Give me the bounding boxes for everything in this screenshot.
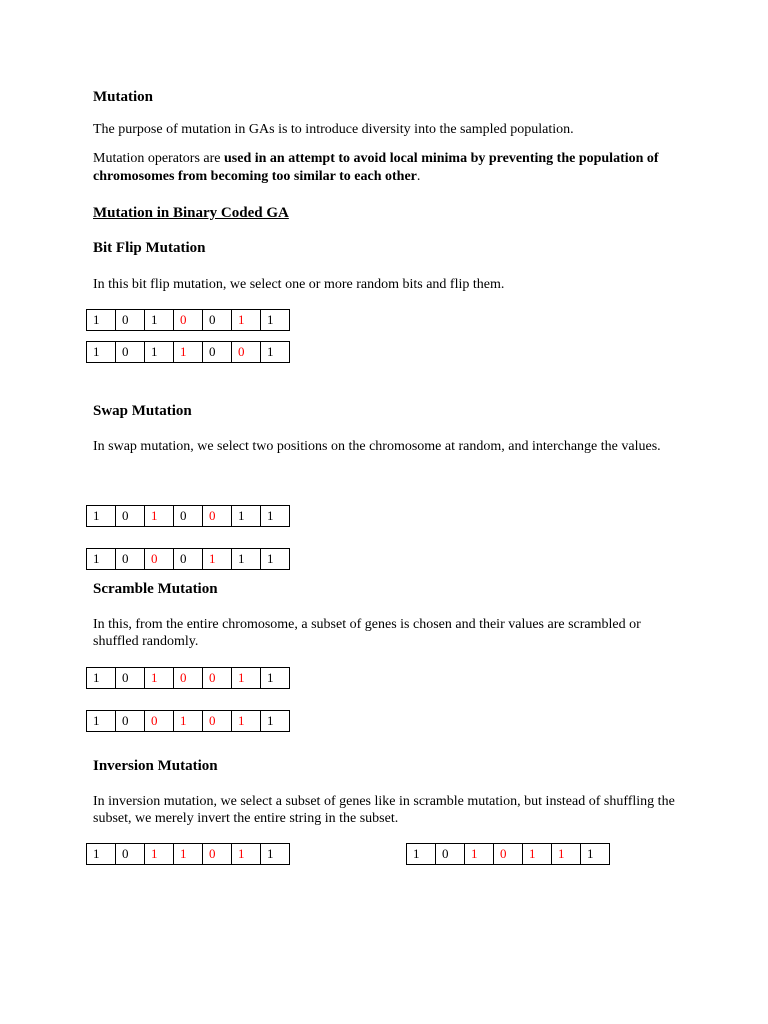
gene-cell: 1 bbox=[203, 549, 232, 570]
gene-cell: 0 bbox=[203, 711, 232, 732]
inversion-before-chromosome bbox=[86, 843, 290, 865]
gene-cell: 1 bbox=[232, 844, 261, 865]
bitflip-before-chromosome bbox=[86, 309, 290, 331]
gene-cell: 1 bbox=[145, 506, 174, 527]
gene-cell: 1 bbox=[232, 711, 261, 732]
gene-cell: 1 bbox=[261, 310, 290, 331]
swap-after-chromosome bbox=[86, 548, 290, 570]
gene-cell: 1 bbox=[465, 844, 494, 865]
operators-bold-text: used in an attempt to avoid local minima by preventing the population of chromosomes from becoming too similar to each other bbox=[93, 151, 659, 184]
gene-cell: 0 bbox=[203, 844, 232, 865]
inversion-heading: Inversion Mutation bbox=[93, 758, 218, 774]
operators-prefix: Mutation operators are bbox=[93, 151, 225, 166]
gene-cell: 0 bbox=[203, 668, 232, 689]
gene-cell: 1 bbox=[407, 844, 436, 865]
bitflip-after-chromosome bbox=[86, 341, 290, 363]
gene-cell: 0 bbox=[116, 549, 145, 570]
gene-cell: 1 bbox=[232, 310, 261, 331]
scramble-heading: Scramble Mutation bbox=[93, 581, 218, 597]
gene-cell: 0 bbox=[436, 844, 465, 865]
gene-cell: 1 bbox=[174, 844, 203, 865]
gene-cell: 1 bbox=[232, 549, 261, 570]
gene-cell: 0 bbox=[116, 310, 145, 331]
gene-cell: 1 bbox=[87, 310, 116, 331]
gene-cell: 1 bbox=[87, 844, 116, 865]
swap-heading: Swap Mutation bbox=[93, 403, 192, 419]
bitflip-description: In this bit flip mutation, we select one or more random bits and flip them. bbox=[93, 277, 505, 292]
page-title: Mutation bbox=[93, 89, 153, 105]
gene-cell: 1 bbox=[261, 711, 290, 732]
gene-cell: 1 bbox=[145, 342, 174, 363]
gene-cell: 1 bbox=[174, 711, 203, 732]
operators-suffix: . bbox=[416, 169, 421, 184]
gene-cell: 1 bbox=[261, 668, 290, 689]
gene-cell: 0 bbox=[174, 549, 203, 570]
gene-cell: 1 bbox=[145, 310, 174, 331]
gene-cell: 0 bbox=[116, 342, 145, 363]
gene-cell: 1 bbox=[87, 549, 116, 570]
gene-cell: 0 bbox=[116, 844, 145, 865]
operators-paragraph bbox=[93, 150, 683, 186]
gene-cell: 0 bbox=[116, 506, 145, 527]
gene-cell: 0 bbox=[116, 711, 145, 732]
gene-cell: 1 bbox=[581, 844, 610, 865]
scramble-after-chromosome bbox=[86, 710, 290, 732]
gene-cell: 0 bbox=[174, 506, 203, 527]
inversion-description: In inversion mutation, we select a subset of genes like in scramble mutation, but instead of shuffling the subset, we merely invert the entire string in the subset. bbox=[93, 794, 675, 826]
gene-cell: 1 bbox=[87, 506, 116, 527]
gene-cell: 0 bbox=[203, 310, 232, 331]
gene-cell: 0 bbox=[494, 844, 523, 865]
gene-cell: 1 bbox=[87, 342, 116, 363]
gene-cell: 0 bbox=[203, 506, 232, 527]
intro-paragraph: The purpose of mutation in GAs is to introduce diversity into the sampled population. bbox=[93, 122, 574, 137]
gene-cell: 1 bbox=[232, 506, 261, 527]
gene-cell: 0 bbox=[116, 668, 145, 689]
gene-cell: 0 bbox=[145, 549, 174, 570]
gene-cell: 1 bbox=[87, 711, 116, 732]
gene-cell: 1 bbox=[87, 668, 116, 689]
gene-cell: 1 bbox=[174, 342, 203, 363]
gene-cell: 1 bbox=[552, 844, 581, 865]
swap-description: In swap mutation, we select two positions on the chromosome at random, and interchange the values. bbox=[93, 439, 661, 454]
scramble-description: In this, from the entire chromosome, a subset of genes is chosen and their values are scrambled or shuffled randomly. bbox=[93, 617, 641, 649]
gene-cell: 1 bbox=[145, 668, 174, 689]
gene-cell: 1 bbox=[261, 506, 290, 527]
gene-cell: 0 bbox=[203, 342, 232, 363]
gene-cell: 0 bbox=[174, 310, 203, 331]
binary-section-heading: Mutation in Binary Coded GA bbox=[93, 205, 289, 221]
gene-cell: 1 bbox=[232, 668, 261, 689]
gene-cell: 1 bbox=[261, 342, 290, 363]
scramble-before-chromosome bbox=[86, 667, 290, 689]
inversion-after-chromosome bbox=[406, 843, 610, 865]
bitflip-heading: Bit Flip Mutation bbox=[93, 240, 206, 256]
gene-cell: 0 bbox=[174, 668, 203, 689]
gene-cell: 1 bbox=[523, 844, 552, 865]
gene-cell: 1 bbox=[145, 844, 174, 865]
gene-cell: 1 bbox=[261, 844, 290, 865]
gene-cell: 0 bbox=[145, 711, 174, 732]
gene-cell: 0 bbox=[232, 342, 261, 363]
gene-cell: 1 bbox=[261, 549, 290, 570]
swap-before-chromosome bbox=[86, 505, 290, 527]
